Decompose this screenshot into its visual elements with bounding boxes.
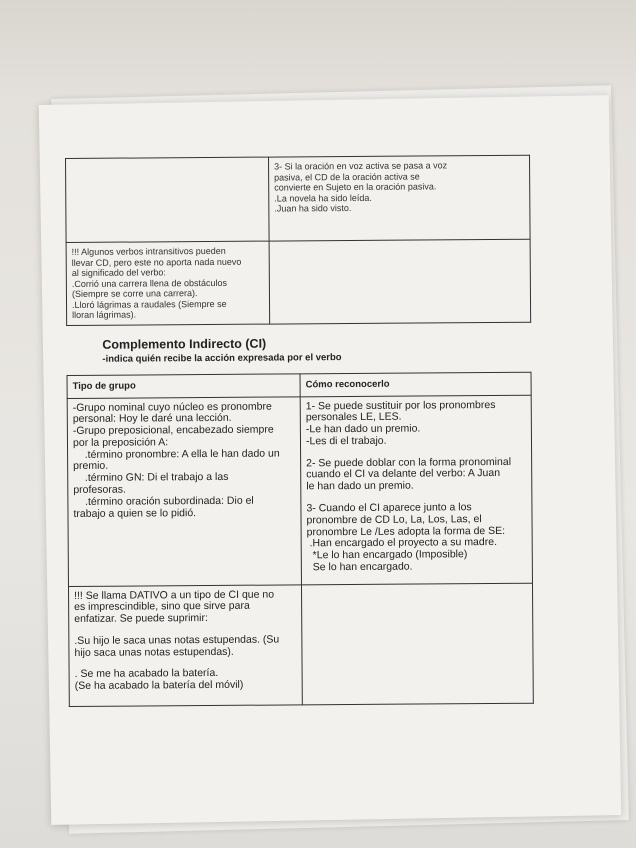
cell-empty [301, 583, 533, 705]
text-line: .término pronombre: A ella le han dado un [73, 447, 280, 461]
text-line: al significado del verbo: [71, 267, 166, 278]
table-cd-continued [65, 155, 531, 326]
text-line: -Grupo preposicional, encabezado siempre [72, 423, 274, 438]
text-line: enfatizar. Se puede suprimir: [74, 612, 208, 626]
text-line: le han dado un premio. [306, 479, 414, 493]
text-line: .Juan ha sido visto. [274, 203, 352, 214]
text-line: personales LE, LES. [305, 410, 402, 424]
text-line: .La novela ha sido leída. [274, 192, 372, 204]
cell-dativo [68, 584, 302, 706]
cell-reconocer [300, 395, 532, 585]
text-line: .Han encargado el proyecto a su madre. [306, 536, 498, 550]
text-line: .Corrió una carrera llena de obstáculos [71, 277, 228, 289]
text-line: personal: Hoy le daré una lección. [72, 412, 232, 426]
text-line: -Grupo nominal cuyo núcleo es pronombre [72, 400, 272, 414]
text-line: !!! Se llama DATIVO a un tipo de CI que no [74, 588, 275, 602]
text-line: (Siempre se corre una carrera). [71, 288, 198, 299]
text-line: premio. [73, 460, 109, 473]
text-line: .término oración subordinada: Dio el [73, 494, 254, 508]
text-line: (Se ha acabado la batería del móvil) [74, 679, 244, 693]
text-line: cuando el CI va delante del verbo: A Juan [306, 467, 501, 481]
text-line: *Le lo han encargado (Imposible) [306, 548, 468, 562]
header-como-reconocerlo: Cómo reconocerlo [300, 372, 531, 397]
text-line: .Lloró lágrimas a raudales (Siempre se [71, 298, 227, 310]
text-line: 1- Se puede sustituir por los pronombres [305, 398, 496, 412]
text-line: 3- Si la oración en voz activa se pasa a voz [274, 160, 448, 172]
text-line: !!! Algunos verbos intransitivos pueden [71, 245, 226, 257]
table-ci [67, 371, 534, 706]
text-line: llevar CD, pero este no aporta nada nuevo [71, 256, 242, 268]
text-line: Se lo han encargado. [306, 560, 413, 574]
text-line: -Le han dado un premio. [305, 422, 421, 436]
cell-empty [269, 239, 531, 323]
text-line: convierte en Sujeto en la oración pasiva. [274, 181, 437, 193]
section-subtitle: -indica quién recibe la acción expresada por el verbo [102, 351, 342, 365]
text-line: hijo saca unas notas estupendas). [74, 645, 234, 659]
text-line: es imprescindible, sino que sirve para [74, 600, 250, 614]
section-heading [102, 334, 531, 364]
text-line: -Les di el trabajo. [305, 434, 387, 448]
cell-tipos [67, 396, 301, 586]
section-title: Complemento Indirecto (CI) [102, 336, 267, 352]
text-line: 2- Se puede doblar con la forma pronominal [306, 455, 512, 470]
text-line: .término GN: Di el trabajo a las [73, 471, 229, 485]
cell-empty [66, 157, 270, 242]
text-line: pronombre de CD Lo, La, Los, Las, el [306, 512, 482, 527]
text-line: .Su hijo le saca unas notas estupendas. (Su [74, 633, 280, 647]
cell-passive-rule [268, 155, 530, 241]
cell-intransitive-note [66, 241, 270, 325]
text-line: lloran lágrimas). [72, 309, 137, 320]
text-line: pasiva, el CD de la oración activa se [274, 171, 420, 183]
text-line: . Se me ha acabado la batería. [74, 667, 219, 681]
text-line: trabajo a quien se lo pidió. [73, 506, 197, 520]
text-line: profesoras. [73, 483, 126, 497]
header-tipo-grupo: Tipo de grupo [67, 373, 300, 398]
document-content [65, 155, 534, 707]
text-line: 3- Cuando el CI aparece junto a los [306, 501, 472, 515]
text-line: por la preposición A: [72, 436, 169, 449]
text-line: pronombre Le /Les adopta la forma de SE: [306, 524, 506, 538]
